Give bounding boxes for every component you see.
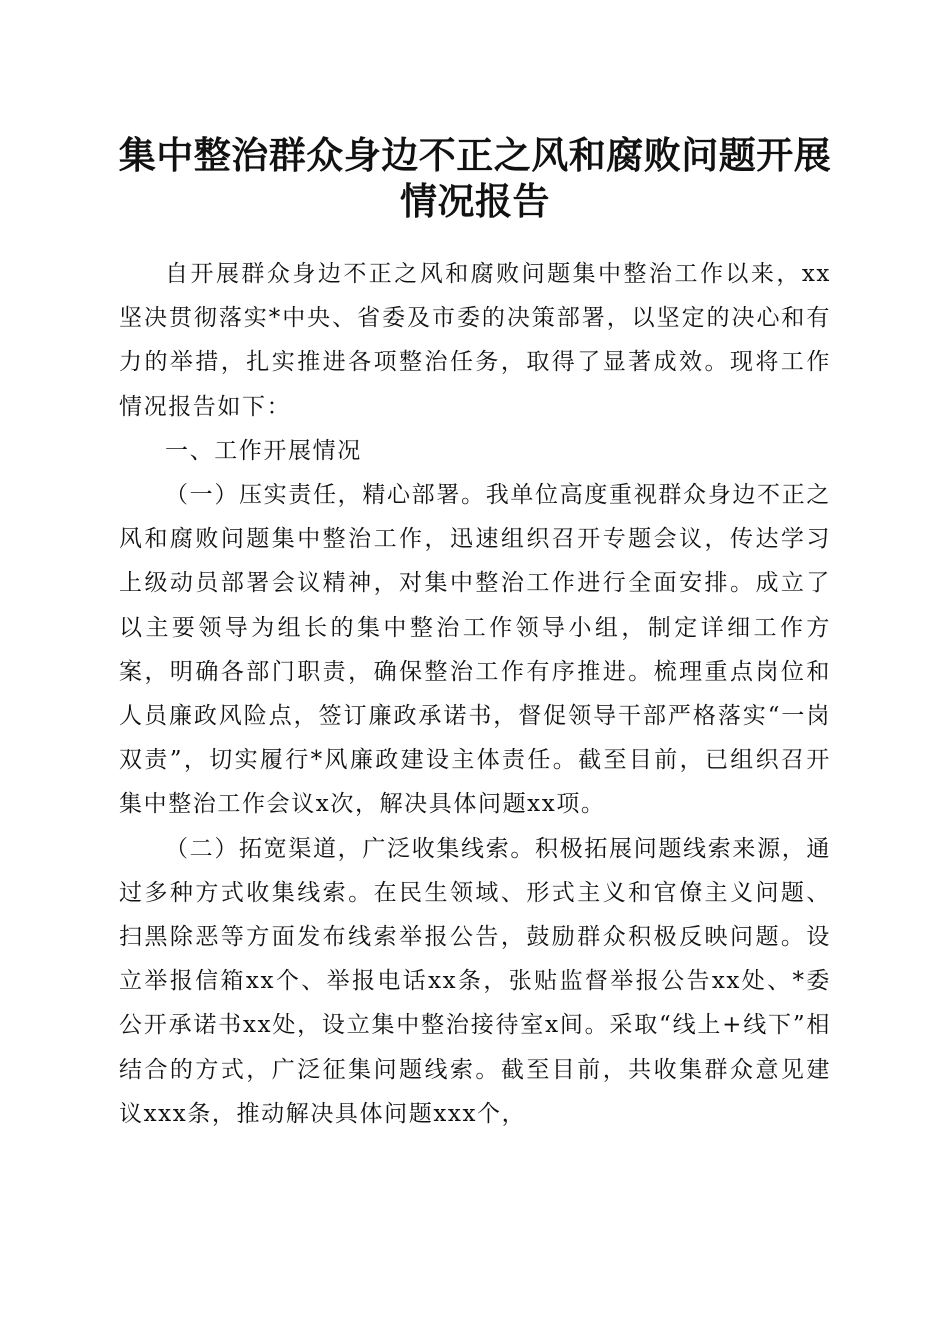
paragraph-item-2 (119, 827, 831, 1136)
paragraph-item-1 (119, 473, 831, 827)
document-body (119, 252, 831, 1136)
item-1-text: 我单位高度重视群众身边不正之风和腐败问题集中整治工作，迅速组织召开专题会议，传达学习上级动员部署会议精神，对集中整治工作进行全面安排。成立了以主要领导为组长的集中整治工作领导小组，制定详细工作方案，明确各部门职责，确保整治工作有序推进。梳理重点岗位和人员廉政风险点，签订廉政承诺书，督促领导干部严格落实“一岗双责”，切实履行*风廉政建设主体责任。截至目前，已组织召开集中整治工作会议x次，解决具体问题xx项。 (119, 482, 831, 818)
item-2-lead: （二）拓宽渠道，广泛收集线索。 (165, 835, 536, 862)
intro-paragraph: 自开展群众身边不正之风和腐败问题集中整治工作以来，xx坚决贯彻落实*中央、省委及市委的决策部署，以坚定的决心和有力的举措，扎实推进各项整治任务，取得了显著成效。现将工作情况报告如下： (119, 261, 831, 420)
document-title: 集中整治群众身边不正之风和腐败问题开展情况报告 (118, 133, 832, 223)
item-1-lead: （一）压实责任，精心部署。 (165, 482, 486, 509)
item-2-text: 积极拓展问题线索来源，通过多种方式收集线索。在民生领域、形式主义和官僚主义问题、扫黑除恶等方面发布线索举报公告，鼓励群众积极反映问题。设立举报信箱xx个、举报电话xx条，张贴监督举报公告xx处、*委公开承诺书xx处，设立集中整治接待室x间。采取“线上+线下”相结合的方式，广泛征集问题线索。截至目前，共收集群众意见建议xxx条，推动解决具体问题xxx个， (119, 835, 832, 1127)
section-heading: 一、工作开展情况 (165, 437, 362, 464)
